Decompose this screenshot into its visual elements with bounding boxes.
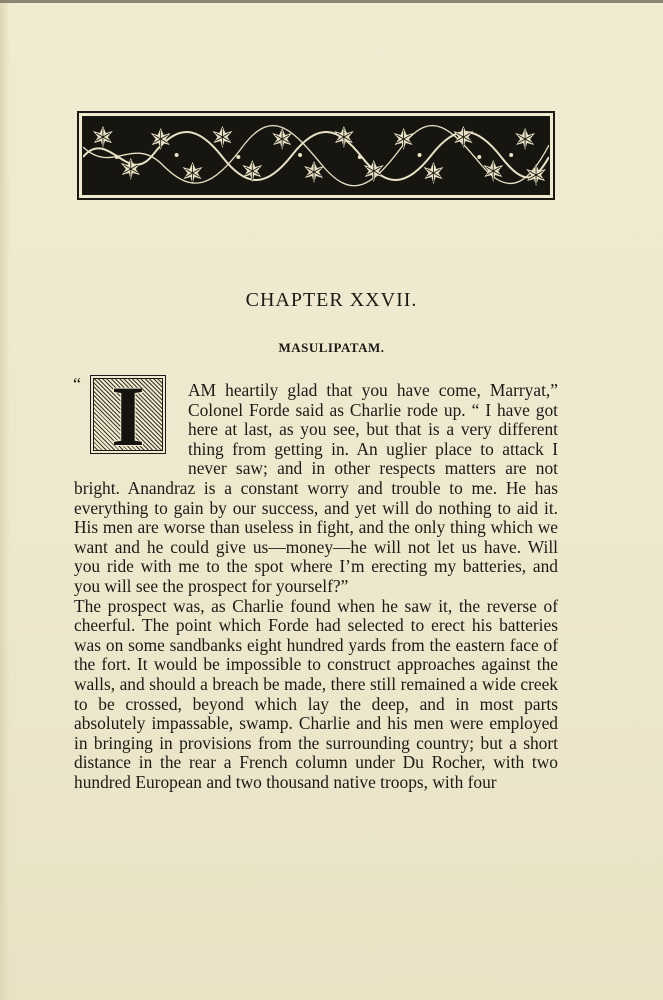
drop-cap-letter: I [111,378,145,451]
paragraph-2: The prospect was, as Charlie found when he saw it, the reverse of cheerful. The point which Forde had selected to erect his batteries was on some sandbanks eight hundred yards from the eastern face of the fort. It would be impossible to construct approaches against the walls, and should a breach be made, there still remained a wide creek to be crossed, beyond which lay the deep, and in most parts absolutely impassable, swamp. Charlie and his men were employed in bringing in provisions from the surrounding country; but a short distance in the rear a French column under Du Rocher, with two hundred European and two thousand native troops, with four [74,595,558,792]
ornamental-header-band [77,111,555,200]
section-title: MASULIPATAM. [278,340,385,355]
chapter-title: CHAPTER XXVII. [245,289,418,311]
paragraph-1-text: AM heartily glad that you have come, Marryat,” Colonel Forde said as Charlie rode up. “ I have got here at last, as you see, but that is a very different thing from getting in. An uglier place to attack I never saw; and in other respects matters are not bright. Anandraz is a constant worry and trouble to me. He has everything to gain by our success, and yet will do nothing to aid it. His men are worse than useless in fight, and the only thing which we want and he could give us—money—he will not let us have. Will you ride with me to the spot where I’m erecting my batteries, and you will see the prospect for yourself?” [74,380,558,596]
ornate-initial-icon [93,378,163,451]
page-top-edge [0,0,663,3]
body-text [74,378,558,792]
opening-quote-mark: “ [73,374,81,394]
ivy-ornament-icon [82,116,550,195]
drop-cap [90,375,166,454]
paragraph-1 [74,378,558,597]
